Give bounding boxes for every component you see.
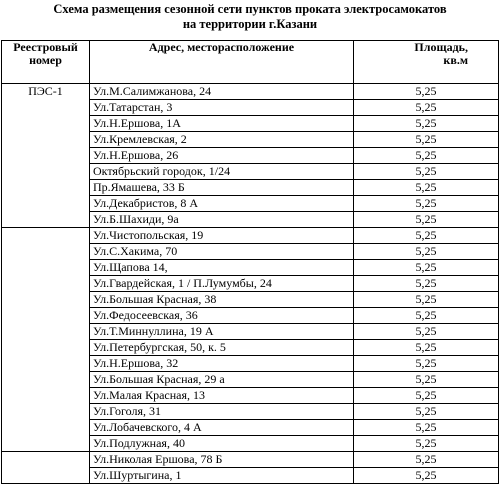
header-area-line2: кв.м bbox=[443, 53, 468, 67]
table-row bbox=[2, 228, 499, 244]
header-address: Адрес, месторасположение bbox=[90, 41, 354, 84]
address-cell: Ул.Н.Ершова, 26 bbox=[90, 148, 354, 164]
header-registry-number bbox=[2, 41, 90, 84]
area-cell: 5,25 bbox=[354, 436, 499, 452]
table-header bbox=[2, 41, 499, 84]
address-cell: Ул.Шуртыгина, 1 bbox=[90, 468, 354, 484]
address-cell: Ул.Щапова 14, bbox=[90, 260, 354, 276]
address-cell: Ул.Н.Ершова, 1А bbox=[90, 116, 354, 132]
area-cell: 5,25 bbox=[354, 404, 499, 420]
area-cell: 5,25 bbox=[354, 228, 499, 244]
area-cell: 5,25 bbox=[354, 260, 499, 276]
area-cell: 5,25 bbox=[354, 324, 499, 340]
registry-number-cell bbox=[2, 452, 90, 484]
registry-number-cell: ПЭС-1 bbox=[2, 84, 90, 228]
area-cell: 5,25 bbox=[354, 292, 499, 308]
address-cell: Ул.Татарстан, 3 bbox=[90, 100, 354, 116]
address-cell: Ул.Малая Красная, 13 bbox=[90, 388, 354, 404]
address-cell: Октябрьский городок, 1/24 bbox=[90, 164, 354, 180]
address-cell: Ул.Большая Красная, 38 bbox=[90, 292, 354, 308]
area-cell: 5,25 bbox=[354, 212, 499, 228]
address-cell: Ул.Т.Миннуллина, 19 А bbox=[90, 324, 354, 340]
table-row bbox=[2, 84, 499, 100]
area-cell: 5,25 bbox=[354, 164, 499, 180]
header-registry-line2: номер bbox=[29, 53, 62, 67]
header-area-line1: Площадь, bbox=[414, 40, 468, 54]
area-cell: 5,25 bbox=[354, 372, 499, 388]
address-cell: Пр.Ямашева, 33 Б bbox=[90, 180, 354, 196]
address-cell: Ул.Н.Ершова, 32 bbox=[90, 356, 354, 372]
address-cell: Ул.Б.Шахиди, 9а bbox=[90, 212, 354, 228]
document-title-line2: на территории г.Казани bbox=[182, 17, 318, 31]
address-cell: Ул.Федосеевская, 36 bbox=[90, 308, 354, 324]
locations-table-container bbox=[1, 40, 499, 484]
address-cell: Ул.Декабристов, 8 А bbox=[90, 196, 354, 212]
area-cell: 5,25 bbox=[354, 244, 499, 260]
registry-number-cell bbox=[2, 228, 90, 452]
area-cell: 5,25 bbox=[354, 420, 499, 436]
area-cell: 5,25 bbox=[354, 356, 499, 372]
area-cell: 5,25 bbox=[354, 388, 499, 404]
area-cell: 5,25 bbox=[354, 196, 499, 212]
address-cell: Ул.Петербургская, 50, к. 5 bbox=[90, 340, 354, 356]
area-cell: 5,25 bbox=[354, 308, 499, 324]
area-cell: 5,25 bbox=[354, 276, 499, 292]
area-cell: 5,25 bbox=[354, 132, 499, 148]
address-cell: Ул.Чистопольская, 19 bbox=[90, 228, 354, 244]
address-cell: Ул.М.Салимжанова, 24 bbox=[90, 84, 354, 100]
area-cell: 5,25 bbox=[354, 180, 499, 196]
locations-table bbox=[1, 40, 499, 484]
address-cell: Ул.Большая Красная, 29 а bbox=[90, 372, 354, 388]
area-cell: 5,25 bbox=[354, 340, 499, 356]
address-cell: Ул.Лобачевского, 4 А bbox=[90, 420, 354, 436]
address-cell: Ул.Подлужная, 40 bbox=[90, 436, 354, 452]
header-registry-line1: Реестровый bbox=[13, 40, 78, 54]
address-cell: Ул.Гвардейская, 1 / П.Лумумбы, 24 bbox=[90, 276, 354, 292]
area-cell: 5,25 bbox=[354, 84, 499, 100]
address-cell: Ул.Кремлевская, 2 bbox=[90, 132, 354, 148]
area-cell: 5,25 bbox=[354, 468, 499, 484]
document-title bbox=[0, 2, 500, 32]
address-cell: Ул.Гоголя, 31 bbox=[90, 404, 354, 420]
table-row bbox=[2, 452, 499, 468]
area-cell: 5,25 bbox=[354, 148, 499, 164]
area-cell: 5,25 bbox=[354, 116, 499, 132]
address-cell: Ул.Николая Ершова, 78 Б bbox=[90, 452, 354, 468]
table-body bbox=[2, 84, 499, 484]
header-area bbox=[354, 41, 499, 84]
area-cell: 5,25 bbox=[354, 452, 499, 468]
document-title-line1: Схема размещения сезонной сети пунктов проката электросамокатов bbox=[53, 2, 447, 16]
address-cell: Ул.С.Хакима, 70 bbox=[90, 244, 354, 260]
table-header-row bbox=[2, 41, 499, 84]
area-cell: 5,25 bbox=[354, 100, 499, 116]
